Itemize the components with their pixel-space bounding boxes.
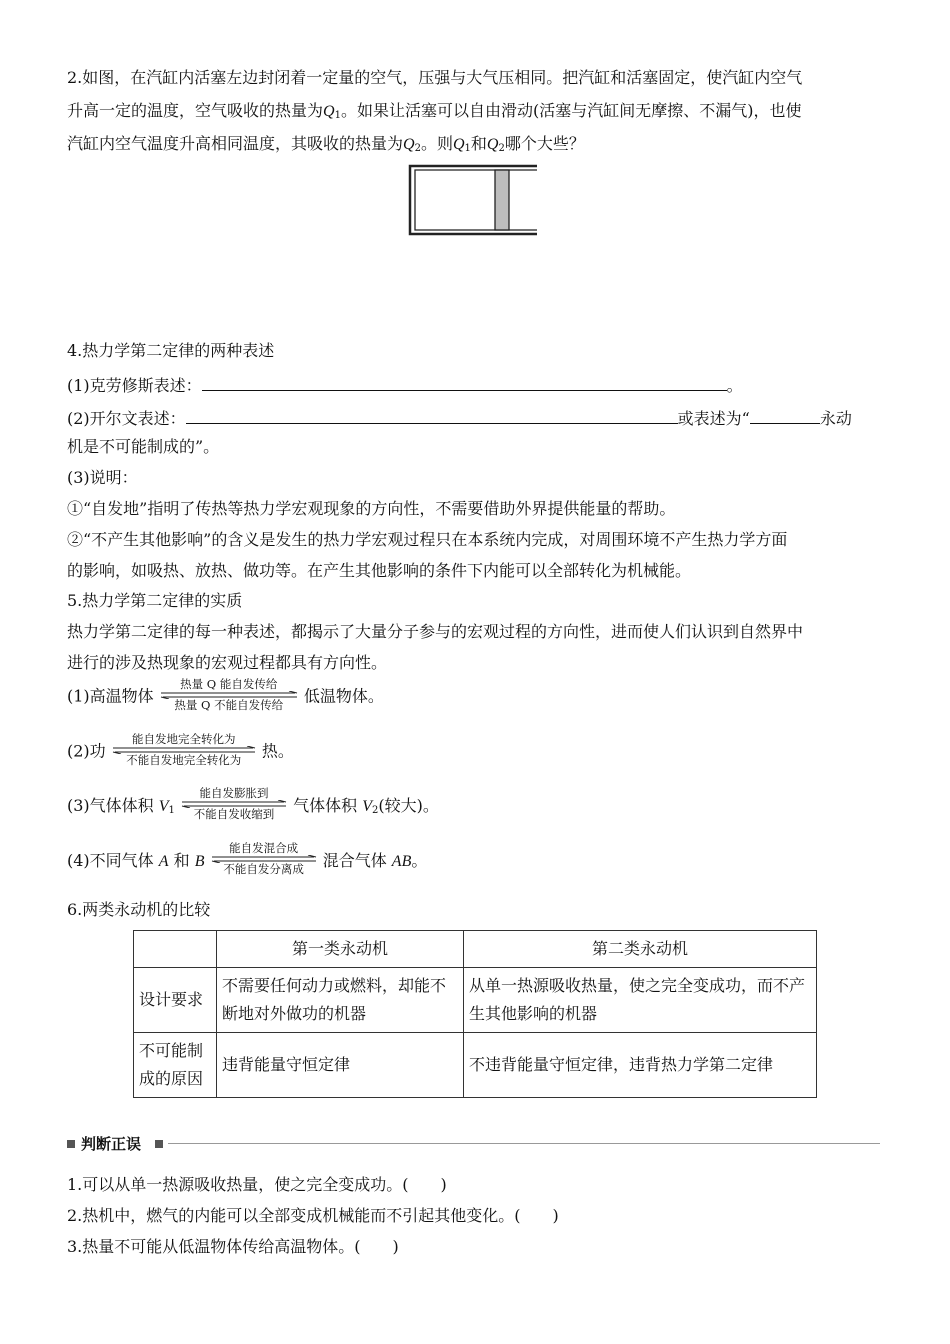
- section5-desc1: 热力学第二定律的每一种表述，都揭示了大量分子参与的宏观过程的方向性，进而使人们认识到自然界中: [67, 622, 804, 641]
- sub: 1: [168, 804, 175, 816]
- judge-item-3: 3.热量不可能从低温物体传给高温物体。( ): [67, 1237, 399, 1256]
- text: 混合气体: [322, 850, 392, 870]
- arrow-bottom-label: 热量 Q 不能自发传给: [174, 698, 284, 712]
- var-q1: Q: [323, 103, 335, 120]
- var-ab: AB: [391, 852, 412, 870]
- direction-item-4: [67, 842, 427, 876]
- sub: 2: [371, 804, 379, 816]
- arrow-bottom-label: 不能自发收缩到: [193, 807, 275, 821]
- sub: 2: [414, 143, 421, 154]
- cylinder-outline: [410, 166, 537, 234]
- left: (2)功: [67, 741, 106, 761]
- problem2-line1: 2.如图，在汽缸内活塞左边封闭着一定量的空气，压强与大气压相同。把汽缸和活塞固定，使汽缸内空气: [67, 68, 803, 87]
- arrow-top-label: 能自发混合成: [229, 841, 299, 855]
- right: [293, 796, 439, 815]
- section5-desc2: 进行的涉及热现象的宏观过程都具有方向性。: [67, 653, 388, 672]
- text: 。: [411, 850, 428, 870]
- kelvin-line2: 机是不可能制成的”。: [67, 437, 220, 456]
- sub: 1: [464, 143, 471, 154]
- text: 和: [168, 850, 195, 870]
- arrow-top-label: 能自发地完全转化为: [132, 732, 236, 746]
- text: (4)不同气体: [67, 850, 159, 870]
- left: [67, 851, 205, 870]
- clausius-statement: [67, 374, 743, 396]
- text: 气体体积: [293, 795, 363, 815]
- text: 永动: [819, 409, 852, 428]
- note2-line2: 的影响，如吸热、放热、做功等。在产生其他影响的条件下内能可以全部转化为机械能。: [67, 561, 692, 580]
- double-arrow: [111, 733, 257, 767]
- label: (1)克劳修斯表述：: [67, 376, 202, 395]
- direction-item-2: [67, 733, 294, 767]
- direction-item-3: [67, 787, 439, 821]
- cylinder-piston-diagram: [405, 162, 540, 238]
- square-bullet-icon: [67, 1140, 75, 1148]
- var-q2: Q: [403, 136, 415, 153]
- sub: 1: [334, 110, 341, 121]
- table-row: [134, 1033, 817, 1098]
- text: 汽缸内空气温度升高相同温度，其吸收的热量为: [67, 134, 404, 153]
- perpetual-motion-table: [133, 930, 817, 1098]
- arrow-bottom-label: 不能自发分离成: [223, 862, 304, 876]
- header-cell: [134, 931, 217, 968]
- fill-blank[interactable]: [186, 407, 678, 424]
- var-a: A: [158, 852, 169, 870]
- judge-item-2: 2.热机中，燃气的内能可以全部变成机械能而不引起其他变化。( ): [67, 1206, 559, 1225]
- kelvin-statement: [67, 407, 852, 429]
- var-b: B: [194, 852, 205, 870]
- cylinder-inner: [415, 170, 537, 230]
- divider: [168, 1143, 880, 1144]
- direction-item-1: [67, 678, 384, 712]
- sub: 2: [498, 143, 505, 154]
- header-cell: 第二类永动机: [464, 931, 817, 968]
- text: 。如果让活塞可以自由滑动(活塞与汽缸间无摩擦、不漏气)，也使: [340, 101, 802, 120]
- label: (2)开尔文表述：: [67, 409, 186, 428]
- judge-item-1: 1.可以从单一热源吸收热量，使之完全变成功。( ): [67, 1175, 447, 1194]
- left: (1)高温物体: [67, 686, 154, 706]
- note1: ①“自发地”指明了传热等热力学宏观现象的方向性，不需要借助外界提供能量的帮助。: [67, 499, 676, 518]
- right: [323, 851, 428, 870]
- right: 低温物体。: [303, 686, 384, 706]
- text: 或表述为“: [677, 409, 750, 428]
- var-q1: Q: [452, 136, 465, 153]
- text: 升高一定的温度，空气吸收的热量为: [67, 101, 324, 120]
- right: 热。: [261, 741, 294, 761]
- judge-title: 判断正误: [81, 1135, 142, 1153]
- text: (较大)。: [378, 795, 439, 815]
- row-label: 设计要求: [134, 968, 217, 1033]
- text: 。则: [420, 134, 453, 153]
- left: [67, 796, 175, 815]
- problem2-line3: [67, 134, 585, 159]
- double-arrow: [210, 842, 318, 876]
- section6-title: 6.两类永动机的比较: [67, 900, 211, 919]
- piston: [495, 170, 509, 230]
- table-cell: 不违背能量守恒定律，违背热力学第二定律: [464, 1033, 817, 1098]
- text: (3)气体体积: [67, 795, 159, 815]
- table-cell: 不需要任何动力或燃料，却能不断地对外做功的机器: [217, 968, 464, 1033]
- arrow-top-label: 热量 Q 能自发传给: [180, 677, 278, 691]
- double-arrow: [159, 678, 299, 712]
- text: 和: [470, 134, 487, 153]
- fill-blank[interactable]: [202, 374, 727, 391]
- var-q2: Q: [486, 136, 499, 153]
- section4-title: 4.热力学第二定律的两种表述: [67, 341, 275, 360]
- var-v: V: [158, 797, 169, 815]
- double-arrow: [180, 787, 288, 821]
- fill-blank[interactable]: [750, 407, 820, 424]
- note2-line1: ②“不产生其他影响”的含义是发生的热力学宏观过程只在本系统内完成，对周围环境不产生热力学方面: [67, 530, 788, 549]
- arrow-bottom-label: 不能自发地完全转化为: [126, 753, 242, 767]
- header-cell: 第一类永动机: [217, 931, 464, 968]
- table-row: [134, 968, 817, 1033]
- text: 哪个大些？: [504, 134, 585, 153]
- row-label: 不可能制成的原因: [134, 1033, 217, 1098]
- table-cell: 违背能量守恒定律: [217, 1033, 464, 1098]
- problem2-line2: [67, 101, 801, 126]
- var-v: V: [362, 797, 372, 815]
- table-cell: 从单一热源吸收热量，使之完全变成功，而不产生其他影响的机器: [464, 968, 817, 1033]
- table-header-row: [134, 931, 817, 968]
- note-label: (3)说明：: [67, 468, 138, 487]
- section5-title: 5.热力学第二定律的实质: [67, 591, 243, 610]
- text: 。: [726, 376, 743, 395]
- square-bullet-icon: [155, 1140, 163, 1148]
- arrow-top-label: 能自发膨胀到: [199, 786, 269, 800]
